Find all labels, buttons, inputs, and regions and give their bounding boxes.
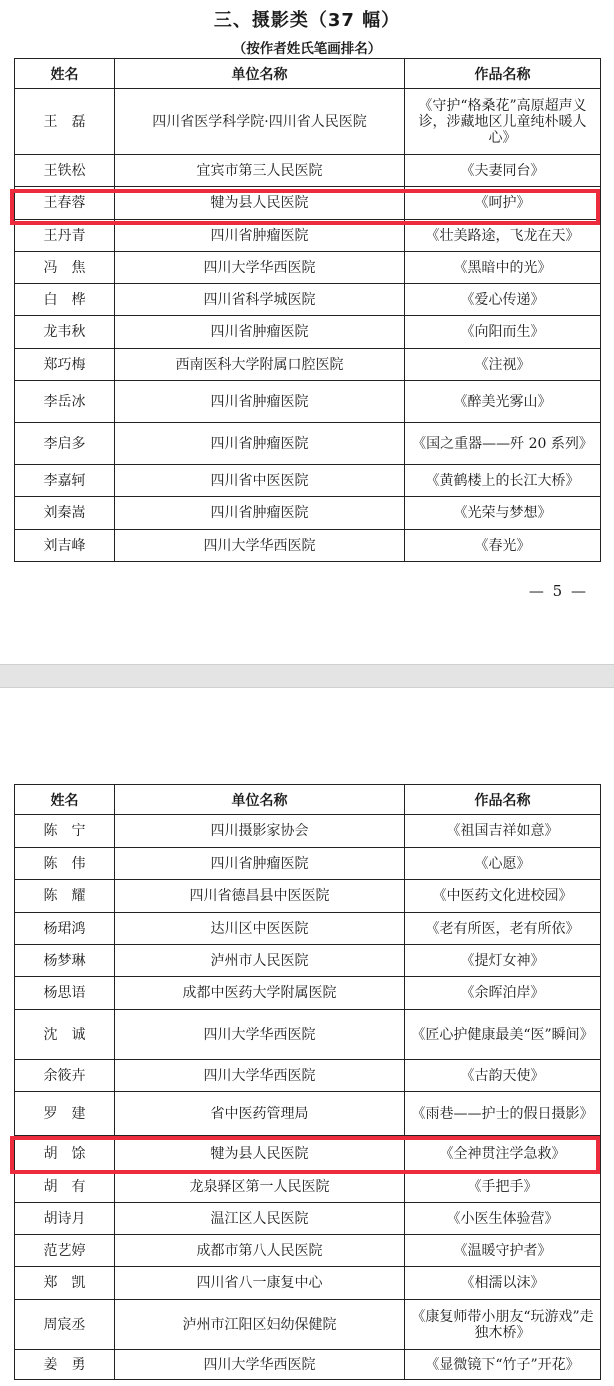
cell-work: 《守护“格桑花”高原超声义诊，涉藏地区儿童纯朴暖人心》	[405, 89, 601, 155]
table-row	[15, 1203, 601, 1235]
cell-unit: 四川省医学科学院·四川省人民医院	[115, 89, 405, 155]
cell-work: 《向阳而生》	[405, 316, 601, 349]
table-body-page-2	[15, 815, 601, 1380]
cell-unit: 泸州市人民医院	[115, 945, 405, 977]
cell-work: 《心愿》	[405, 848, 601, 880]
cell-name: 杨思语	[15, 977, 115, 1010]
cell-name: 姜 勇	[15, 1350, 115, 1380]
table-row	[15, 815, 601, 848]
cell-name: 王 磊	[15, 89, 115, 155]
cell-unit: 四川大学华西医院	[115, 1350, 405, 1380]
table-row	[15, 1060, 601, 1092]
cell-unit: 四川省肿瘤医院	[115, 848, 405, 880]
cell-work: 《显微镜下“竹子”开花》	[405, 1350, 601, 1380]
section-title: 三、摄影类（37 幅）	[213, 10, 401, 31]
cell-name: 王丹青	[15, 220, 115, 252]
cell-unit: 四川省肿瘤医院	[115, 316, 405, 349]
cell-work: 《国之重器——歼 20 系列》	[405, 423, 601, 465]
cell-unit: 温江区人民医院	[115, 1203, 405, 1235]
table-row	[15, 381, 601, 423]
cell-name: 胡 有	[15, 1172, 115, 1203]
cell-unit: 成都市第八人民医院	[115, 1235, 405, 1267]
cell-name: 郑 凯	[15, 1267, 115, 1300]
table-row	[15, 89, 601, 155]
cell-name: 李启多	[15, 423, 115, 465]
table-row	[15, 977, 601, 1010]
table-row	[15, 1350, 601, 1380]
table-row	[15, 1235, 601, 1267]
cell-name: 李嘉轲	[15, 465, 115, 497]
table-row	[15, 1010, 601, 1060]
table-row	[15, 284, 601, 316]
cell-unit: 省中医药管理局	[115, 1092, 405, 1136]
table-row	[15, 530, 601, 562]
cell-unit: 四川省八一康复中心	[115, 1267, 405, 1300]
cell-work: 《中医药文化进校园》	[405, 880, 601, 913]
table-row	[15, 1136, 601, 1172]
cell-unit: 西南医科大学附属口腔医院	[115, 349, 405, 381]
cell-unit: 四川大学华西医院	[115, 530, 405, 562]
cell-unit: 犍为县人民医院	[115, 187, 405, 220]
cell-name: 范艺婷	[15, 1235, 115, 1267]
table-row	[15, 316, 601, 349]
cell-work: 《雨巷——护士的假日摄影》	[405, 1092, 601, 1136]
cell-name: 龙韦秋	[15, 316, 115, 349]
cell-work: 《光荣与梦想》	[405, 497, 601, 530]
table-row	[15, 1267, 601, 1300]
cell-unit: 四川省肿瘤医院	[115, 381, 405, 423]
cell-work: 《醉美光雾山》	[405, 381, 601, 423]
cell-unit: 四川大学华西医院	[115, 252, 405, 284]
table-row	[15, 880, 601, 913]
table-row	[15, 465, 601, 497]
cell-name: 李岳冰	[15, 381, 115, 423]
table-row	[15, 423, 601, 465]
table-row	[15, 497, 601, 530]
cell-unit: 泸州市江阳区妇幼保健院	[115, 1300, 405, 1350]
cell-work: 《呵护》	[405, 187, 601, 220]
cell-work: 《康复师带小朋友“玩游戏”走独木桥》	[405, 1300, 601, 1350]
page-gap	[0, 664, 614, 688]
table-body-page-1	[15, 89, 601, 562]
cell-work: 《春光》	[405, 530, 601, 562]
cell-work: 《余晖泊岸》	[405, 977, 601, 1010]
cell-work: 《黑暗中的光》	[405, 252, 601, 284]
cell-work: 《老有所医，老有所依》	[405, 913, 601, 945]
header-name: 姓名	[15, 785, 115, 815]
table-header-row	[15, 785, 601, 815]
document-page-1	[0, 0, 614, 664]
cell-work: 《提灯女神》	[405, 945, 601, 977]
cell-unit: 达川区中医医院	[115, 913, 405, 945]
cell-name: 胡诗月	[15, 1203, 115, 1235]
table-row	[15, 349, 601, 381]
cell-name: 王铁松	[15, 155, 115, 187]
document-page-2	[0, 688, 614, 1386]
cell-name: 余筱卉	[15, 1060, 115, 1092]
cell-work: 《爱心传递》	[405, 284, 601, 316]
cell-name: 杨珺鸿	[15, 913, 115, 945]
header-work: 作品名称	[405, 59, 601, 89]
cell-work: 《小医生体验营》	[405, 1203, 601, 1235]
cell-name: 陈 宁	[15, 815, 115, 848]
cell-work: 《祖国吉祥如意》	[405, 815, 601, 848]
cell-unit: 四川大学华西医院	[115, 1060, 405, 1092]
cell-name: 刘吉峰	[15, 530, 115, 562]
cell-unit: 龙泉驿区第一人民医院	[115, 1172, 405, 1203]
page-number: — 5 —	[528, 582, 588, 600]
cell-work: 《手把手》	[405, 1172, 601, 1203]
header-unit: 单位名称	[115, 785, 405, 815]
cell-unit: 四川省德昌县中医医院	[115, 880, 405, 913]
cell-work: 《注视》	[405, 349, 601, 381]
table-row	[15, 1172, 601, 1203]
cell-name: 罗 建	[15, 1092, 115, 1136]
cell-name: 白 桦	[15, 284, 115, 316]
awards-table-page-1	[14, 58, 601, 562]
cell-work: 《匠心护健康最美“医”瞬间》	[405, 1010, 601, 1060]
cell-name: 胡 馀	[15, 1136, 115, 1172]
cell-work: 《夫妻同台》	[405, 155, 601, 187]
table-header-row	[15, 59, 601, 89]
cell-name: 陈 耀	[15, 880, 115, 913]
cell-name: 陈 伟	[15, 848, 115, 880]
table-row	[15, 1092, 601, 1136]
cell-unit: 四川摄影家协会	[115, 815, 405, 848]
cell-name: 刘秦嵩	[15, 497, 115, 530]
cell-name: 沈 诚	[15, 1010, 115, 1060]
awards-table-page-2	[14, 784, 601, 1380]
cell-unit: 犍为县人民医院	[115, 1136, 405, 1172]
table-row	[15, 220, 601, 252]
cell-work: 《壮美路途，飞龙在天》	[405, 220, 601, 252]
header-unit: 单位名称	[115, 59, 405, 89]
section-subtitle: （按作者姓氏笔画排名）	[232, 41, 382, 57]
cell-name: 周宸丞	[15, 1300, 115, 1350]
cell-name: 王春蓉	[15, 187, 115, 220]
header-work: 作品名称	[405, 785, 601, 815]
cell-unit: 成都中医药大学附属医院	[115, 977, 405, 1010]
table-row	[15, 187, 601, 220]
cell-work: 《相濡以沫》	[405, 1267, 601, 1300]
header-name: 姓名	[15, 59, 115, 89]
cell-unit: 宜宾市第三人民医院	[115, 155, 405, 187]
table-row	[15, 913, 601, 945]
table-row	[15, 155, 601, 187]
cell-work: 《温暖守护者》	[405, 1235, 601, 1267]
cell-unit: 四川省肿瘤医院	[115, 497, 405, 530]
table-row	[15, 252, 601, 284]
cell-work: 《古韵天使》	[405, 1060, 601, 1092]
table-row	[15, 945, 601, 977]
table-row	[15, 1300, 601, 1350]
cell-name: 杨梦琳	[15, 945, 115, 977]
cell-unit: 四川省肿瘤医院	[115, 423, 405, 465]
cell-unit: 四川大学华西医院	[115, 1010, 405, 1060]
cell-unit: 四川省科学城医院	[115, 284, 405, 316]
cell-unit: 四川省中医医院	[115, 465, 405, 497]
cell-work: 《全神贯注学急救》	[405, 1136, 601, 1172]
cell-work: 《黄鹤楼上的长江大桥》	[405, 465, 601, 497]
cell-unit: 四川省肿瘤医院	[115, 220, 405, 252]
cell-name: 冯 焦	[15, 252, 115, 284]
cell-name: 郑巧梅	[15, 349, 115, 381]
table-row	[15, 848, 601, 880]
